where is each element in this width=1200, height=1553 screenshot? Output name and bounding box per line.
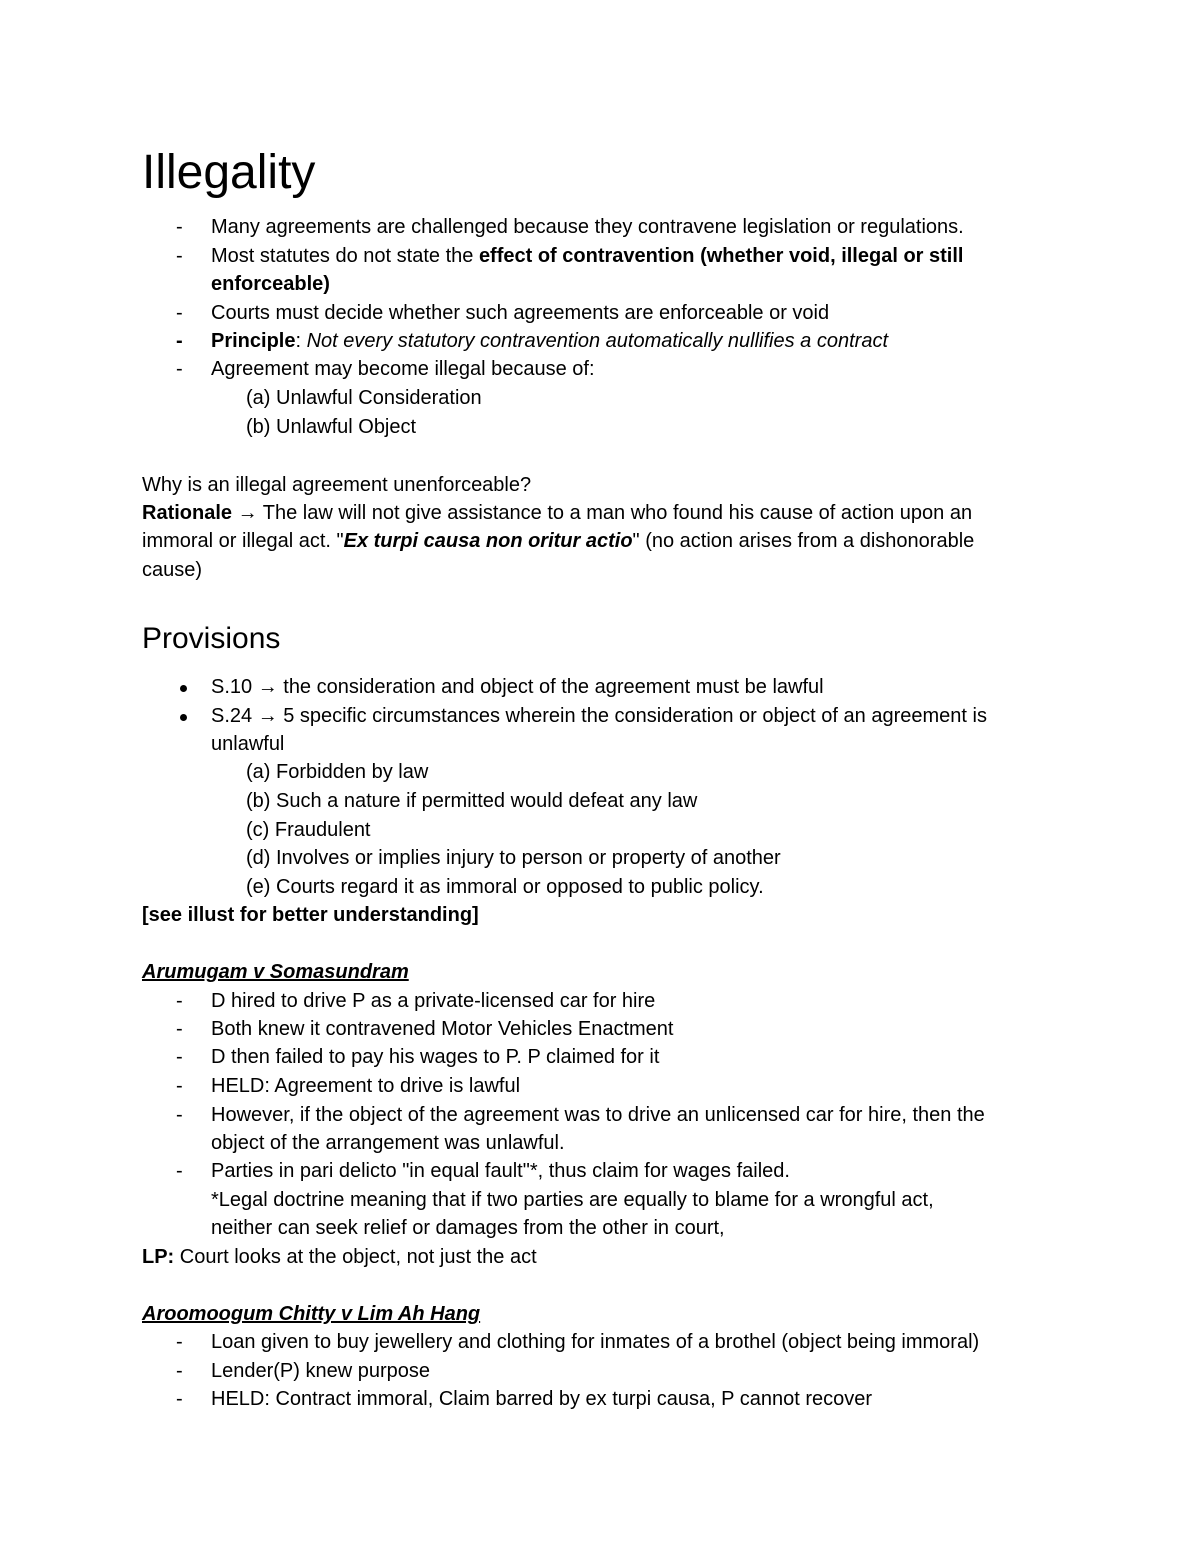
dash-marker: - [176,1104,183,1126]
case-title: Arumugam v Somasundram [142,961,409,983]
bullet-dot [180,685,187,692]
note-text: [see illust for better understanding] [142,904,479,926]
rationale-line: cause) [142,559,203,581]
dash-marker: - [176,1360,183,1382]
rationale-line: Rationale → The law will not give assistance to a man who found his cause of action upon an [142,502,973,524]
dash-marker: - [176,1075,183,1097]
dash-marker: - [176,1160,183,1182]
dash-marker: - [176,245,183,267]
bullet-dot [180,714,187,721]
dash-marker: - [176,1388,183,1410]
rationale-line: immoral or illegal act. "Ex turpi causa non oritur actio" (no action arises from a dishonorable [142,530,975,552]
question-text: Why is an illegal agreement unenforceable? [142,474,532,496]
dash-marker: - [176,302,183,324]
latin-maxim: Ex turpi causa non oritur actio [343,530,633,552]
dash-marker: - [176,1018,183,1040]
dash-marker: - [176,216,183,238]
case-title: Aroomoogum Chitty v Lim Ah Hang [142,1303,481,1325]
dash-marker: - [176,1046,183,1068]
dash-marker: - [176,990,183,1012]
dash-marker: - [176,358,183,380]
dash-marker: - [176,330,183,352]
dash-marker: - [176,1331,183,1353]
page-title: Illegality [142,146,316,199]
legal-principle: LP: Court looks at the object, not just the act [142,1246,537,1268]
section-heading: Provisions [142,622,281,655]
